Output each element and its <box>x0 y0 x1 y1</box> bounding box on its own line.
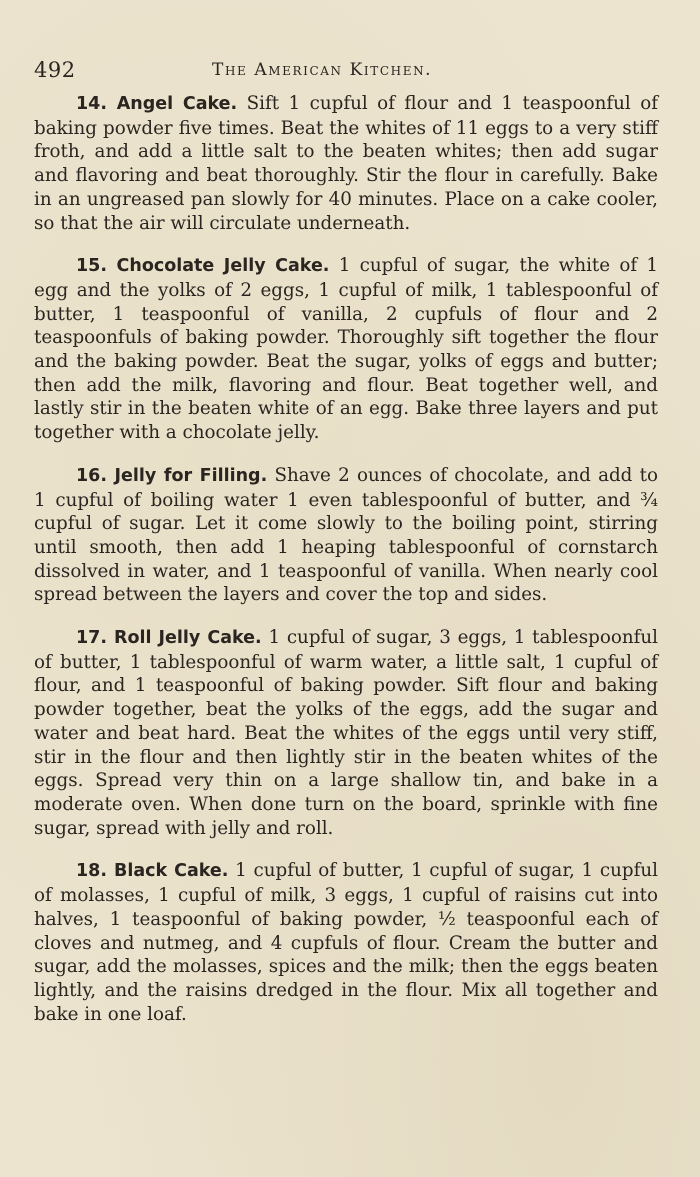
running-head: The American Kitchen. <box>212 60 433 80</box>
recipe-body: 1 cupful of sugar, 3 eggs, 1 tablespoonful of butter, 1 tablespoonful of warm water, a little salt, 1 cupful of flour, and 1 teaspoonful of baking powder. Sift flour and baking powder together, beat the yolks of the eggs, add the sugar and water and beat hard. Beat the whites of the eggs until very stiff, stir in the flour and then lightly stir in the beaten whites of the eggs. Spread very thin on a large shallow tin, and bake in a moderate oven. When done turn on the board, sprinkle with fine sugar, spread with jelly and roll. <box>34 627 658 839</box>
recipe-body: 1 cupful of butter, 1 cupful of sugar, 1 cupful of molasses, 1 cupful of milk, 3 eggs, 1 cupful of raisins cut into halves, 1 teaspoonful of baking powder, ½ teaspoonful each of cloves and nutmeg, and 4 cupfuls of flour. Cream the butter and sugar, add the molasses, spices and the milk; then the eggs beaten lightly, and the raisins dredged in the flour. Mix all together and bake in one loaf. <box>34 860 658 1025</box>
recipe-14 <box>34 92 658 235</box>
recipe-list <box>34 92 658 1045</box>
recipe-heading: 18. Black Cake. <box>76 861 229 882</box>
recipe-heading: 16. Jelly for Filling. <box>76 465 268 486</box>
recipe-body: Shave 2 ounces of chocolate, and add to 1 cupful of boiling water 1 even tablespoonful of butter, and ¾ cupful of sugar. Let it come slowly to the boiling point, stirring until smooth, then add 1 heaping tablespoonful of cornstarch dissolved in water, and 1 teaspoonful of vanilla. When nearly cool spread between the layers and cover the top and sides. <box>34 464 658 606</box>
recipe-heading: 17. Roll Jelly Cake. <box>76 628 262 649</box>
page-number: 492 <box>34 58 76 82</box>
recipe-15 <box>34 254 658 445</box>
recipe-body: 1 cupful of sugar, the white of 1 egg and the yolks of 2 eggs, 1 cupful of milk, 1 tablespoonful of butter, 1 teaspoonful of vanilla, 2 cupfuls of flour and 2 teaspoonfuls of baking powder. Thoroughly sift together the flour and the baking powder. Beat the sugar, yolks of eggs and butter; then add the milk, flavoring and flour. Beat together well, and lastly stir in the beaten white of an egg. Bake three layers and put together with a chocolate jelly. <box>34 255 658 444</box>
recipe-17 <box>34 626 658 840</box>
recipe-heading: 15. Chocolate Jelly Cake. <box>76 256 330 277</box>
recipe-18 <box>34 859 658 1026</box>
recipe-body: Sift 1 cupful of flour and 1 teaspoonful of baking powder five times. Beat the whites of 11 eggs to a very stiff froth, and add a little salt to the beaten whites; then add sugar and flavoring and beat thoroughly. Stir the flour in carefully. Bake in an ungreased pan slowly for 40 minutes. Place on a cake cooler, so that the air will circulate underneath. <box>34 93 658 234</box>
recipe-heading: 14. Angel Cake. <box>76 94 238 114</box>
page-header <box>34 58 674 88</box>
recipe-16 <box>34 464 658 607</box>
